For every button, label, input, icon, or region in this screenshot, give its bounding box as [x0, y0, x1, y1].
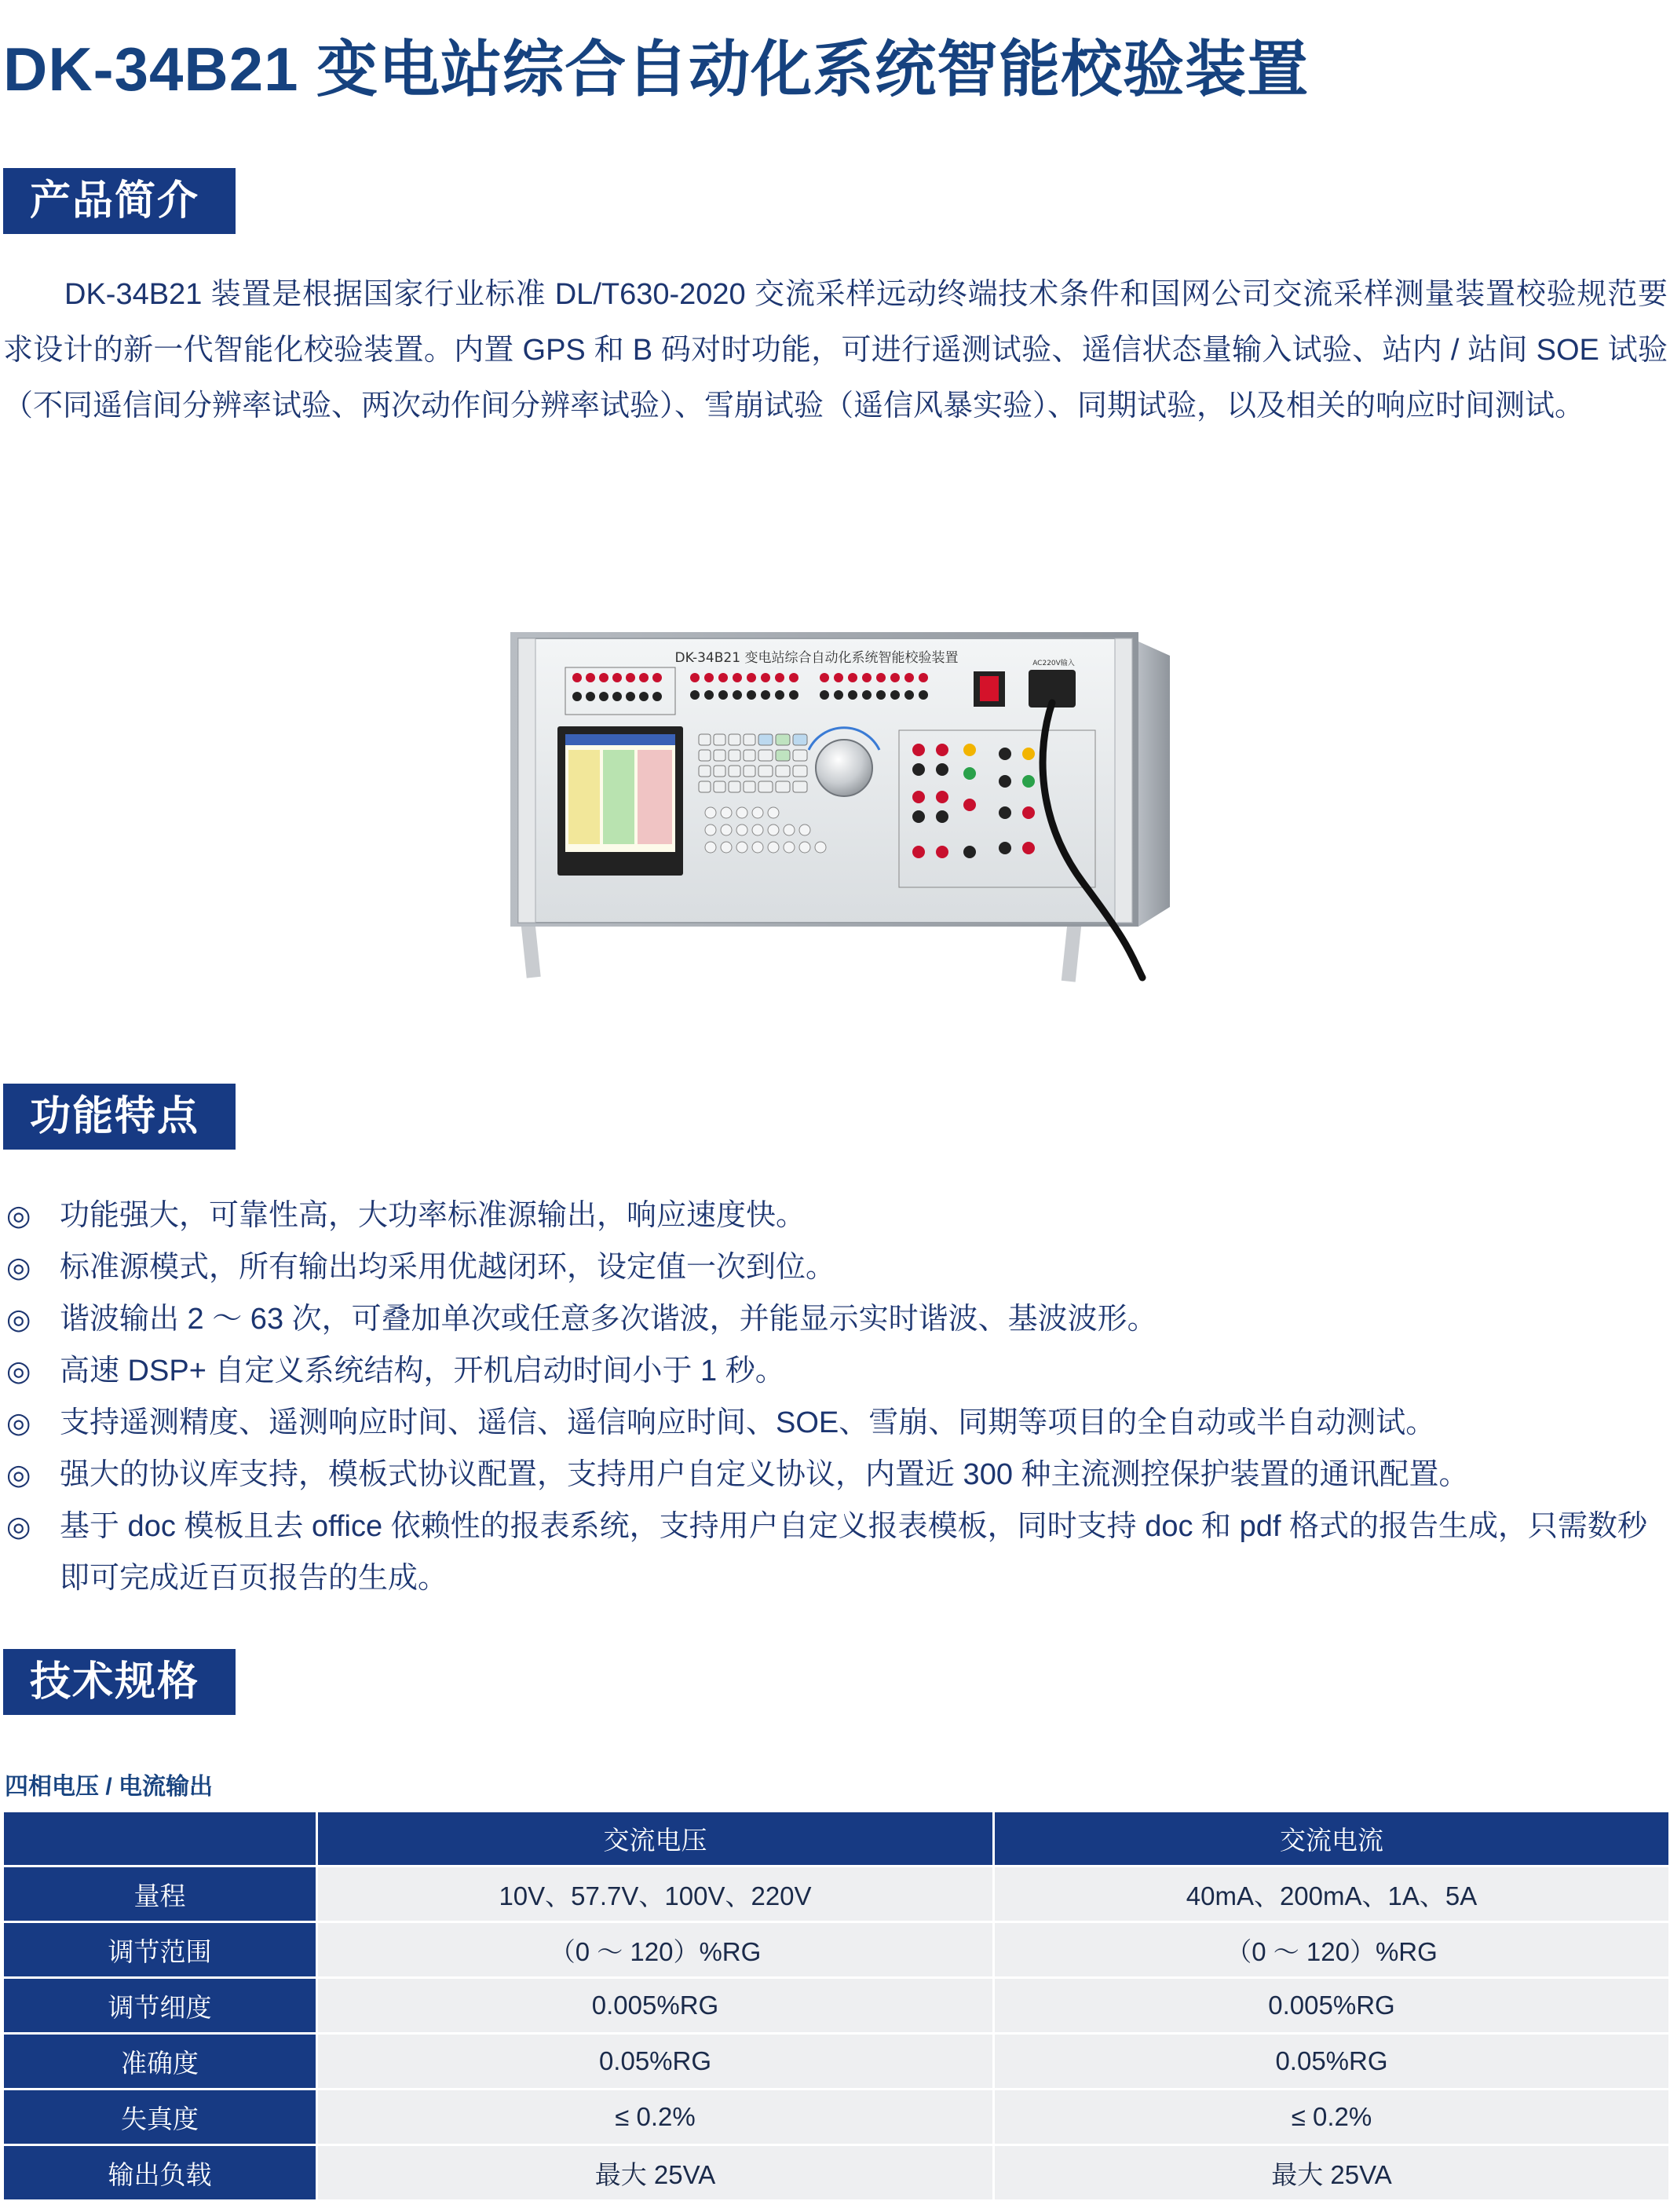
table-row [3, 2034, 1670, 2090]
table-cell: 40mA、200mA、1A、5A [994, 1866, 1670, 1922]
table-row [3, 1978, 1670, 2034]
table-row [3, 2090, 1670, 2145]
bullet-icon: ◎ [6, 1458, 31, 1490]
feature-item [3, 1449, 1668, 1501]
spec-table [2, 1810, 1670, 2202]
feature-item [3, 1397, 1668, 1449]
table-cell: 最大 25VA [317, 2145, 994, 2201]
table-cell: （0 ～ 120）%RG [994, 1922, 1670, 1978]
row-label: 输出负载 [3, 2145, 317, 2201]
bullet-icon: ◎ [6, 1303, 31, 1335]
feature-text: 强大的协议库支持，模板式协议配置，支持用户自定义协议，内置近 300 种主流测控保护装置的通讯配置。 [60, 1458, 1469, 1491]
table-cell: 0.005%RG [994, 1978, 1670, 2034]
device-panel-title: DK-34B21 变电站综合自动化系统智能校验装置 [674, 650, 959, 666]
feature-item [3, 1501, 1668, 1604]
table-row [3, 1922, 1670, 1978]
table-cell: ≤ 0.2% [317, 2090, 994, 2145]
bullet-icon: ◎ [6, 1406, 31, 1439]
table-cell: 0.05%RG [994, 2034, 1670, 2090]
row-label: 量程 [3, 1866, 317, 1922]
table-row [3, 1866, 1670, 1922]
section-heading-features: 功能特点 [3, 1084, 236, 1150]
feature-text: 高速 DSP+ 自定义系统结构，开机启动时间小于 1 秒。 [60, 1355, 785, 1388]
table-row [3, 2145, 1670, 2201]
section-heading-intro: 产品简介 [3, 168, 236, 234]
bullet-icon: ◎ [6, 1510, 31, 1542]
feature-item [3, 1190, 1668, 1241]
row-label: 调节细度 [3, 1978, 317, 2034]
table-header-row [3, 1812, 1670, 1866]
feature-item [3, 1345, 1668, 1397]
table-cell: 0.05%RG [317, 2034, 994, 2090]
table-cell: 最大 25VA [994, 2145, 1670, 2201]
table-cell: 0.005%RG [317, 1978, 994, 2034]
row-label: 失真度 [3, 2090, 317, 2145]
bullet-icon: ◎ [6, 1355, 31, 1387]
feature-text: 标准源模式，所有输出均采用优越闭环，设定值一次到位。 [60, 1251, 836, 1284]
row-label: 调节范围 [3, 1922, 317, 1978]
feature-text: 功能强大，可靠性高，大功率标准源输出，响应速度快。 [60, 1199, 806, 1232]
feature-text: 谐波输出 2 ～ 63 次，可叠加单次或任意多次谐波，并能显示实时谐波、基波波形。 [60, 1303, 1157, 1336]
table-header-cell: 交流电流 [994, 1812, 1670, 1866]
table-cell: （0 ～ 120）%RG [317, 1922, 994, 1978]
intro-paragraph: DK-34B21 装置是根据国家行业标准 DL/T630-2020 交流采样远动终端技术条件和国网公司交流采样测量装置校验规范要求设计的新一代智能化校验装置。内置 GPS 和 B 码对时功能，可进行遥测试验、遥信状态量输入试验、站内 / 站间 SOE 试验（不同遥信间分辨率试验、两次动作间分辨率试验）、雪崩试验（遥信风暴实验）、同期试验，以及相关的响应时间测试。 [3, 278, 1668, 422]
device-power-label: AC220V输入 [1032, 660, 1075, 667]
feature-list [3, 1190, 1668, 1604]
table-cell: 10V、57.7V、100V、220V [317, 1866, 994, 1922]
bullet-icon: ◎ [6, 1251, 31, 1283]
table-cell: ≤ 0.2% [994, 2090, 1670, 2145]
page-title: DK-34B21 变电站综合自动化系统智能校验装置 [3, 35, 1310, 104]
table-header-cell: 交流电压 [317, 1812, 994, 1866]
row-label: 准确度 [3, 2034, 317, 2090]
feature-text: 基于 doc 模板且去 office 依赖性的报表系统，支持用户自定义报表模板，同时支持 doc 和 pdf 格式的报告生成，只需数秒即可完成近百页报告的生成。 [60, 1510, 1647, 1595]
product-device-image [487, 624, 1178, 985]
feature-item [3, 1293, 1668, 1345]
section-heading-specs: 技术规格 [3, 1649, 236, 1715]
feature-text: 支持遥测精度、遥测响应时间、遥信、遥信响应时间、SOE、雪崩、同期等项目的全自动或半自动测试。 [60, 1406, 1436, 1439]
feature-item [3, 1241, 1668, 1293]
table-header-cell [3, 1812, 317, 1866]
bullet-icon: ◎ [6, 1199, 31, 1231]
table-caption: 四相电压 / 电流输出 [5, 1774, 214, 1800]
